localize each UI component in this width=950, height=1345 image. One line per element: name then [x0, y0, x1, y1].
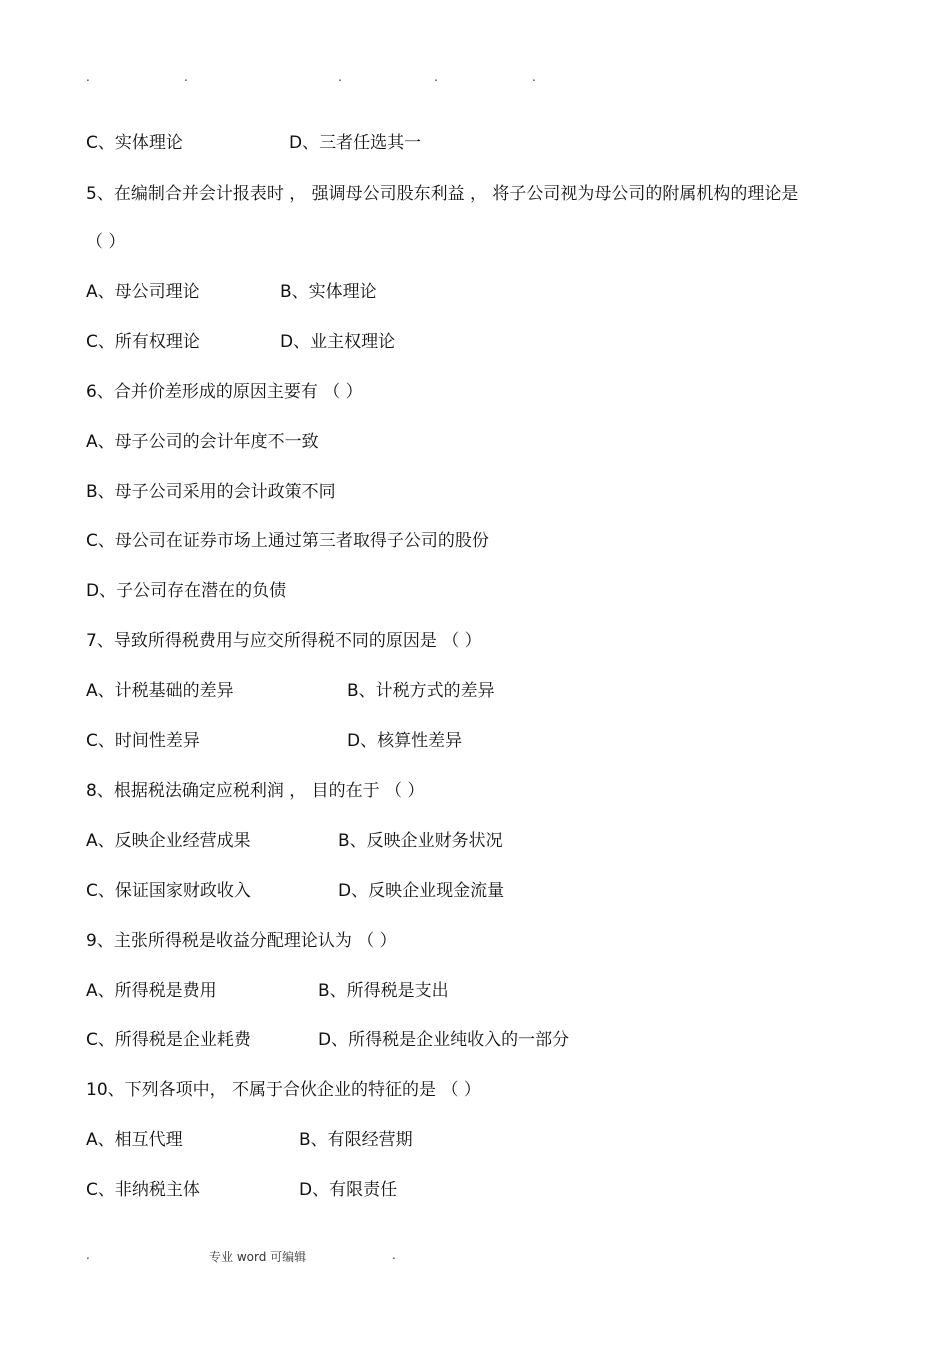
- q8-options-row-2: [86, 880, 505, 902]
- q10-option-b: B、有限经营期: [299, 1130, 413, 1150]
- q9-stem: 9、主张所得税是收益分配理论认为 （ ）: [86, 931, 397, 951]
- q4-option-c: C、实体理论: [86, 133, 183, 153]
- q10-option-d: D、有限责任: [299, 1180, 398, 1200]
- q9-option-d: D、所得税是企业纯收入的一部分: [318, 1030, 570, 1050]
- q10-options-row-1: [86, 1129, 413, 1151]
- footer-dot-right: .: [392, 1248, 396, 1262]
- footer-text: 专业 word 可编辑: [209, 1250, 307, 1264]
- header-dot: .: [532, 70, 536, 84]
- header-dot: .: [434, 70, 438, 84]
- q8-option-a: A、反映企业经营成果: [86, 831, 251, 851]
- q4-options-row: [86, 132, 422, 154]
- q5-options-row-1: [86, 281, 377, 303]
- q9-option-c: C、所得税是企业耗费: [86, 1030, 251, 1050]
- q4-option-d: D、三者任选其一: [289, 133, 422, 153]
- footer-dot-left: .: [86, 1248, 90, 1262]
- q5-option-c: C、所有权理论: [86, 332, 200, 352]
- q7-stem: 7、导致所得税费用与应交所得税不同的原因是 （ ）: [86, 631, 482, 651]
- q6-option-b: B、母子公司采用的会计政策不同: [86, 482, 336, 502]
- q5-options-row-2: [86, 331, 396, 353]
- q7-options-row-1: [86, 680, 495, 702]
- q6-option-a: A、母子公司的会计年度不一致: [86, 432, 319, 452]
- q7-option-c: C、时间性差异: [86, 731, 200, 751]
- q6-option-d: D、子公司存在潜在的负债: [86, 581, 287, 601]
- q5-option-b: B、实体理论: [280, 282, 377, 302]
- q9-option-a: A、所得税是费用: [86, 981, 217, 1001]
- q9-options-row-2: [86, 1029, 570, 1051]
- q7-options-row-2: [86, 730, 463, 752]
- q9-option-b: B、所得税是支出: [318, 981, 449, 1001]
- q8-option-c: C、保证国家财政收入: [86, 881, 251, 901]
- header-dot: .: [184, 70, 188, 84]
- q6-option-c: C、母公司在证券市场上通过第三者取得子公司的股份: [86, 531, 489, 551]
- q10-stem: 10、下列各项中， 不属于合伙企业的特征的是 （ ）: [86, 1080, 481, 1100]
- q10-option-a: A、相互代理: [86, 1130, 183, 1150]
- q8-stem: 8、根据税法确定应税利润 ， 目的在于 （ ）: [86, 781, 425, 801]
- q8-option-b: B、反映企业财务状况: [338, 831, 503, 851]
- q7-option-d: D、核算性差异: [347, 731, 463, 751]
- header-dot: .: [86, 70, 90, 84]
- q10-options-row-2: [86, 1179, 398, 1201]
- q6-stem: 6、合并价差形成的原因主要有 （ ）: [86, 382, 363, 402]
- q5-stem: 5、在编制合并会计报表时 ， 强调母公司股东利益 ， 将子公司视为母公司的附属机构的理论是: [86, 184, 799, 204]
- q5-option-a: A、母公司理论: [86, 282, 200, 302]
- q5-option-d: D、业主权理论: [280, 332, 396, 352]
- q7-option-a: A、计税基础的差异: [86, 681, 234, 701]
- q8-options-row-1: [86, 830, 503, 852]
- q7-option-b: B、计税方式的差异: [347, 681, 495, 701]
- q5-paren: （ ）: [86, 232, 126, 252]
- q8-option-d: D、反映企业现金流量: [338, 881, 505, 901]
- q9-options-row-1: [86, 980, 449, 1002]
- header-dot: .: [338, 70, 342, 84]
- q10-option-c: C、非纳税主体: [86, 1180, 200, 1200]
